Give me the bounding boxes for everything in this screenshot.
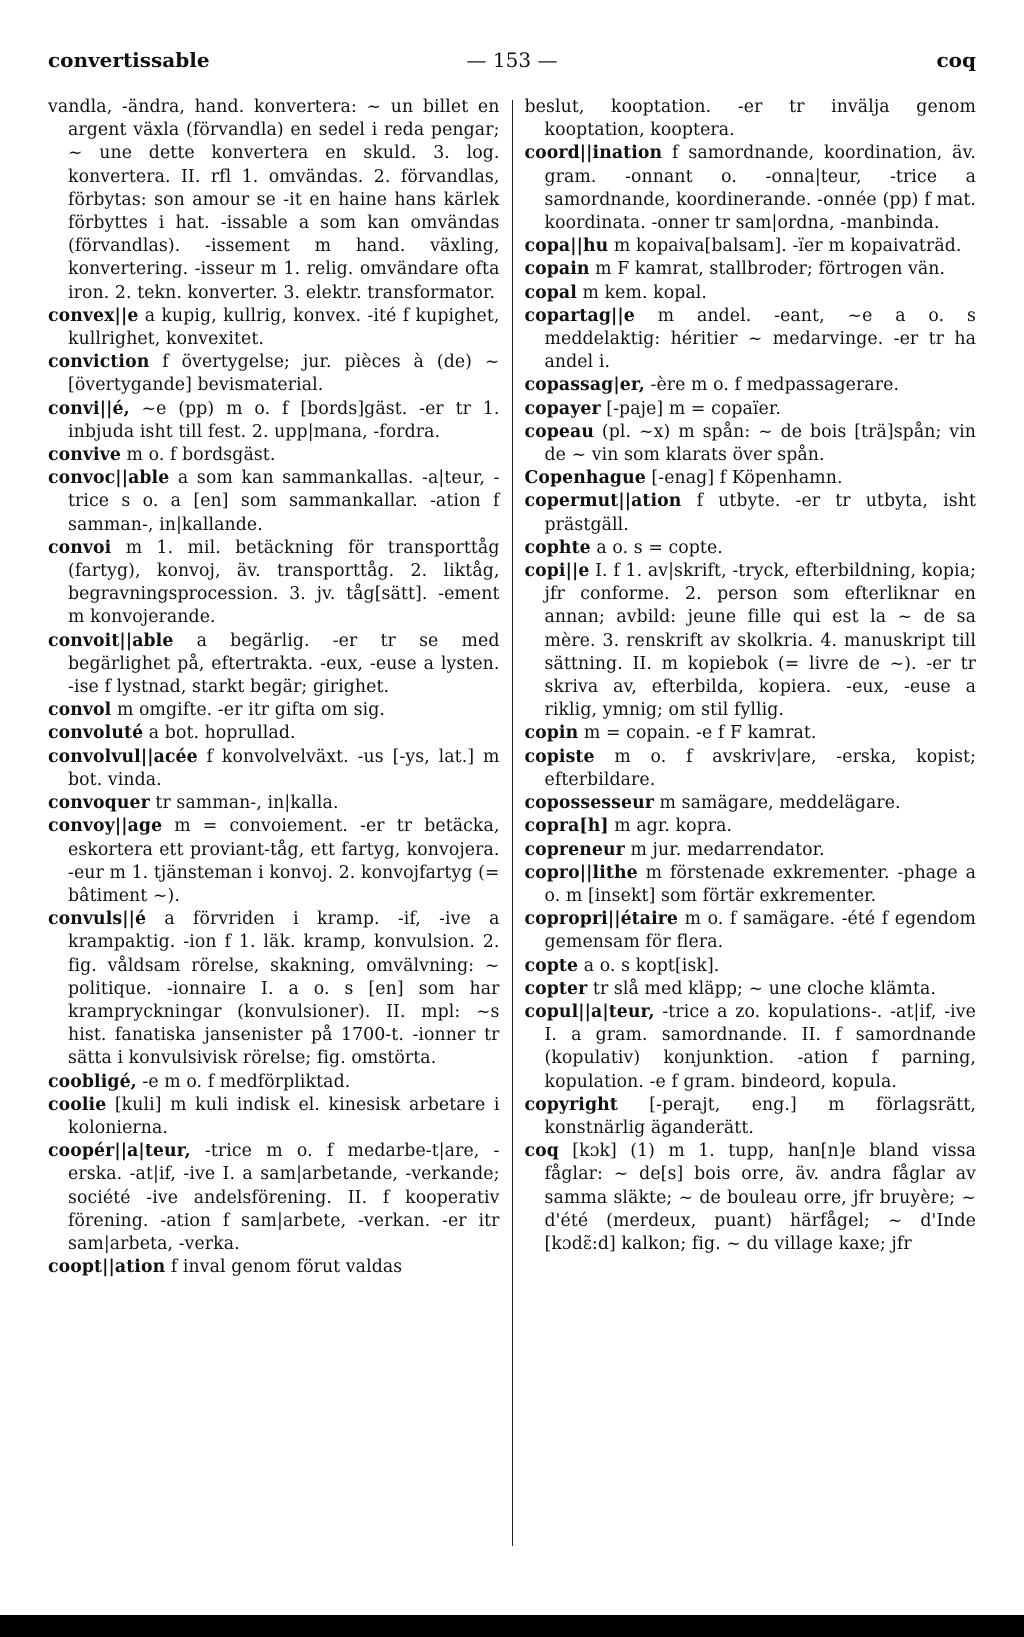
entry-body: (pl. ~x) m spån: ~ de bois [trä]spån; vin de ~ vin som klarats över spån. (544, 421, 976, 466)
entry-body: m 1. mil. betäckning för transporttåg (fartyg), konvoj, äv. transporttåg. 2. liktåg, begravningsprocession. 3. jv. tåg[sätt]. -ement m konvojerande. (68, 537, 500, 628)
entry-body: [kuli] m kuli indisk el. kinesisk arbetare i kolonierna. (68, 1094, 500, 1138)
dictionary-entry (525, 258, 977, 281)
entry-body: f konvolvelväxt. -us [-ys, lat.] m bot. vinda. (68, 746, 500, 790)
scan-bottom-edge (0, 1615, 1024, 1637)
dictionary-entry (48, 630, 500, 700)
entry-body: a begärlig. -er tr se med begärlighet på, eftertrakta. -eux, -euse a lysten. -ise f lystnad, starkt begär; girighet. (68, 630, 500, 698)
dictionary-entry (525, 1094, 977, 1140)
entry-headword: copin (524, 723, 579, 744)
entry-headword: convolvul||acée (48, 746, 198, 767)
dictionary-columns (48, 96, 976, 1546)
entry-headword: coolie (48, 1094, 107, 1115)
entry-headword: coopt||ation (48, 1257, 166, 1278)
entry-body: a förvriden i kramp. -if, -ive a krampaktig. -ion f 1. läk. kramp, konvulsion. 2. fig. våldsam rörelse, skakning, omvälvning: ~ politique. -ionnaire I. a o. s [en] som har krampryckningar (konvulsioner). II. mpl: ~s hist. fanatiska jansenister på 1700-t. -ionner tr sätta i konvulsivisk rörelse; fig. omstörta. (68, 909, 500, 1069)
dictionary-entry (525, 978, 977, 1001)
dictionary-entry (48, 722, 500, 745)
entry-body: I. f 1. av|skrift, -tryck, efterbildning, kopia; jfr conforme. 2. person som efterliknar en annan; avbild: jeune fille qui est la ~ de sa mère. 3. renskrift av skolkria. 4. manuskript till sättning. II. m kopiebok (= livre de ~). -er tr skriva av, efterbilda, kopiera. -eux, -euse a riklig, ymnig; om stil fyllig. (544, 561, 976, 721)
entry-headword: coobligé, (48, 1071, 137, 1092)
entry-headword: copte (524, 955, 579, 976)
entry-body: beslut, kooptation. -er tr invälja genom kooptation, kooptera. (524, 97, 976, 141)
dictionary-entry (48, 815, 500, 908)
entry-body: ~e (pp) m o. f [bords]gäst. -er tr 1. inbjuda isht till fest. 2. upp|mana, -fordra. (68, 398, 500, 442)
entry-headword: convol (48, 700, 112, 721)
entry-body: [kɔk] (1) m 1. tupp, han[n]e bland vissa fåglar: ~ de[s] bois orre, äv. andra fåglar av samma släkte; ~ de bouleau orre, jfr bruyère; ~ d'été (merdeux, puant) härfågel; ~ d'Inde [kɔdɛ̃:d] kalkon; fig. ~ du village kaxe; jfr (544, 1141, 976, 1254)
entry-body: [-perajt, eng.] m förlagsrätt, konstnärlig äganderätt. (544, 1094, 976, 1138)
entry-headword: convi||é, (48, 398, 130, 419)
entry-body: m jur. medarrendator. (624, 839, 825, 860)
dictionary-entry (48, 305, 500, 351)
entry-headword: conviction (48, 352, 150, 373)
dictionary-entry (48, 792, 500, 815)
entry-headword: convoluté (48, 723, 144, 744)
entry-headword: convoquer (48, 793, 150, 814)
dictionary-entry (525, 235, 977, 258)
entry-body: m agr. kopra. (608, 816, 733, 837)
header-right-word: coq (936, 48, 976, 72)
dictionary-entry (48, 537, 500, 630)
entry-headword: convoit||able (48, 630, 174, 651)
entry-headword: copermut||ation (524, 491, 682, 512)
entry-headword: convex||e (48, 305, 139, 326)
dictionary-entry (525, 560, 977, 722)
entry-body: m = convoiement. -er tr betäcka, eskortera ett proviant-tåg, ett fartyg, konvojera. -eur m 1. tjänsteman i konvoj. 2. konvojfartyg (= bâtiment ~). (68, 816, 500, 906)
dictionary-entry (525, 142, 977, 235)
dictionary-entry (525, 1140, 977, 1256)
entry-headword: convoc||able (48, 468, 170, 489)
entry-body: f utbyte. -er tr utbyta, isht prästgäll. (544, 491, 976, 535)
page-header (48, 48, 976, 78)
dictionary-entry (48, 444, 500, 467)
entry-headword: convoi (48, 537, 112, 558)
entry-headword: coq (524, 1141, 559, 1162)
entry-body: f övertygelse; jur. pièces à (de) ~ [övertygande] bevismaterial. (68, 352, 500, 396)
entry-body: [-paje] m = copaïer. (600, 398, 781, 419)
entry-body: m andel. -eant, ~e a o. s meddelaktig: héritier ~ medarvinge. -er tr ha andel i. (544, 305, 976, 373)
entry-body: f inval genom förut valdas (165, 1257, 403, 1278)
entry-headword: copassag|er, (524, 375, 645, 396)
entry-body: m kem. kopal. (576, 282, 708, 303)
entry-headword: copter (524, 978, 588, 999)
dictionary-entry (525, 815, 977, 838)
dictionary-entry (525, 862, 977, 908)
dictionary-entry (48, 398, 500, 444)
entry-headword: convive (48, 445, 121, 466)
entry-body: -trice m o. f medarbe-t|are, -erska. -at|if, -ive I. a sam|arbetande, -verkande; société -ive andelsförening. II. f kooperativ förening. -ation f sam|arbete, -verkan. -er itr sam|arbeta, -verka. (68, 1141, 500, 1254)
dictionary-entry (525, 398, 977, 421)
dictionary-entry (48, 96, 500, 305)
dictionary-entry (525, 282, 977, 305)
dictionary-entry (525, 1001, 977, 1094)
column-divider (512, 100, 513, 1546)
entry-body: tr slå med kläpp; ~ une cloche klämta. (587, 978, 937, 999)
header-left-word: convertissable (48, 48, 210, 72)
entry-headword: copreneur (524, 839, 625, 860)
entry-body: vandla, -ändra, hand. konvertera: ~ un billet en argent växla (förvandla) en sedel i reda pengar; ~ une dette konvertera en skuld. 3. log. konvertera. II. rfl 1. omvändas. 2. förvandlas, förbytas: son amour se -it en haine hans kärlek förbyttes i hat. -issable a som kan omvändas (förvandlas). -issement m hand. växling, konvertering. -isseur m 1. relig. omvändare ofta iron. 2. tekn. konverter. 3. elektr. transformator. (48, 97, 500, 303)
entry-headword: cophte (524, 537, 591, 558)
dictionary-entry (525, 421, 977, 467)
dictionary-entry (525, 792, 977, 815)
entry-body: -trice a zo. kopulations-. -at|if, -ive I. a gram. samordnande. II. f samordnande (kopulativ) konjunktion. -ation f parning, kopulation. -e f gram. bindeord, kopula. (544, 1001, 976, 1092)
entry-body: m o. f bordsgäst. (120, 445, 276, 466)
entry-headword: copyright (524, 1094, 618, 1115)
dictionary-entry (525, 467, 977, 490)
dictionary-entry (525, 955, 977, 978)
dictionary-entry (525, 722, 977, 745)
entry-headword: convoy||age (48, 816, 163, 837)
entry-headword: copi||e (524, 561, 590, 582)
entry-headword: convuls||é (48, 909, 147, 930)
dictionary-entry (48, 908, 500, 1070)
page-number: — 153 — (466, 48, 558, 72)
dictionary-entry (525, 374, 977, 397)
dictionary-entry (525, 305, 977, 375)
entry-headword: copartag||e (524, 305, 635, 326)
entry-body: m omgifte. -er itr gifta om sig. (111, 700, 385, 721)
entry-headword: copal (524, 282, 577, 303)
dictionary-entry (525, 537, 977, 560)
entry-headword: copro||lithe (524, 862, 638, 883)
right-column (519, 96, 977, 1546)
entry-headword: copain (524, 259, 590, 280)
entry-body: m F kamrat, stallbroder; förtrogen vän. (589, 259, 946, 280)
entry-body: -e m o. f medförpliktad. (136, 1071, 351, 1092)
entry-headword: coord||ination (524, 143, 663, 164)
entry-headword: copul||a|teur, (524, 1001, 655, 1022)
dictionary-entry (48, 467, 500, 537)
entry-body: m kopaiva[balsam]. -ïer m kopaivaträd. (608, 236, 962, 257)
entry-body: m o. f avskriv|are, -erska, kopist; efterbildare. (544, 746, 976, 790)
dictionary-entry (525, 839, 977, 862)
entry-body: m förstenade exkrementer. -phage a o. m [insekt] som förtär exkrementer. (544, 862, 976, 906)
entry-headword: coopér||a|teur, (48, 1141, 191, 1162)
entry-body: -ère m o. f medpassagerare. (644, 375, 900, 396)
dictionary-entry (48, 1256, 500, 1279)
entry-headword: copossesseur (524, 793, 654, 814)
dictionary-entry (525, 490, 977, 536)
dictionary-entry (525, 96, 977, 142)
entry-headword: copiste (524, 746, 595, 767)
entry-headword: copayer (524, 398, 601, 419)
dictionary-entry (525, 908, 977, 954)
dictionary-entry (48, 1140, 500, 1256)
entry-body: [-enag] f Köpenhamn. (645, 468, 843, 489)
entry-body: a bot. hoprullad. (143, 723, 296, 744)
entry-body: m samägare, meddelägare. (653, 793, 901, 814)
entry-headword: copeau (524, 421, 594, 442)
entry-headword: copropri||étaire (524, 909, 679, 930)
dictionary-entry (48, 746, 500, 792)
entry-body: m o. f samägare. -été f egendom gemensam för flera. (544, 909, 976, 953)
entry-body: a o. s = copte. (590, 537, 723, 558)
entry-body: a som kan sammankallas. -a|teur, -trice s o. a [en] som sammankallar. -ation f samman-, in|kallande. (68, 468, 500, 535)
entry-body: m = copain. -e f F kamrat. (578, 723, 817, 744)
entry-body: a o. s kopt[isk]. (578, 955, 720, 976)
entry-headword: copra[h] (524, 816, 609, 837)
entry-headword: copa||hu (524, 236, 609, 257)
entry-headword: Copenhague (524, 468, 646, 489)
entry-body: tr samman-, in|kalla. (149, 793, 339, 814)
dictionary-entry (48, 1071, 500, 1094)
entry-body: f samordnande, koordination, äv. gram. -onnant o. -onna|teur, -trice a samordnande, koordinerande. -onnée (pp) f mat. koordinata. -onner tr sam|ordna, -manbinda. (544, 143, 976, 234)
dictionary-entry (48, 1094, 500, 1140)
dictionary-entry (525, 746, 977, 792)
dictionary-entry (48, 351, 500, 397)
dictionary-entry (48, 699, 500, 722)
entry-body: a kupig, kullrig, konvex. -ité f kupighet, kullrighet, konvexitet. (68, 305, 500, 350)
left-column (48, 96, 506, 1546)
